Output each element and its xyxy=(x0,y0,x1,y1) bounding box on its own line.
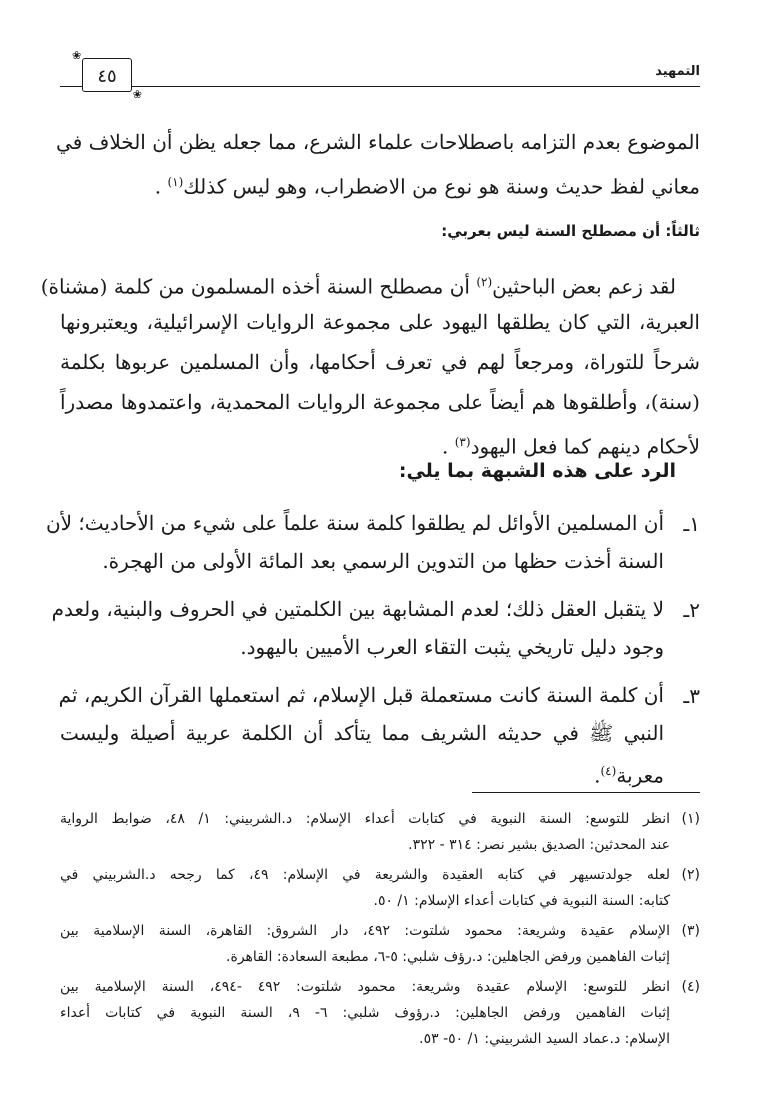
footnote-number: (٣) xyxy=(681,923,700,939)
footnote xyxy=(60,918,700,970)
list-item xyxy=(60,676,700,790)
footnote-ref: (٤) xyxy=(600,764,617,778)
floral-ornament-icon: ❀ xyxy=(72,49,82,62)
footnote xyxy=(60,806,700,858)
list-item xyxy=(45,504,700,584)
footnote xyxy=(60,974,700,1052)
footnote-line: كتابه: السنة النبوية في كتابات أعداء الإسلام: ١/ ٥٠. xyxy=(373,893,670,909)
text-line: النبي ﷺ في حديثه الشريف مما يتأكد أن الكلمة عربية أصيلة وليست xyxy=(60,721,664,745)
footnote-line: لعله جولدتسيهر في كتابه العقيدة والشريعة في الإسلام: ٤٩، كما رجحه د.الشربيني في xyxy=(60,867,671,883)
running-header-title: التمهيد xyxy=(655,64,700,79)
text-line: الموضوع بعدم التزامه باصطلاحات علماء الشرع، مما جعله يظن أن الخلاف في xyxy=(56,130,700,154)
text-line: أن المسلمين الأوائل لم يطلقوا كلمة سنة علماً على شيء من الأحاديث؛ لأن xyxy=(45,511,664,535)
text-line: أن كلمة السنة كانت مستعملة قبل الإسلام، ثم استعملها القرآن الكريم، ثم xyxy=(58,683,664,707)
item-number: ٣ـ xyxy=(683,684,700,708)
footnote-line: الإسلام: د.عماد السيد الشربيني: ١/ ٥٠- ٥٣. xyxy=(419,1031,670,1047)
reply-heading: الرد على هذه الشبهة بما يلي: xyxy=(398,460,676,482)
header-rule xyxy=(60,86,700,87)
text-line: معاني لفظ حديث وسنة هو نوع من الاضطراب، وهو ليس كذلك$^{(١)}$ . xyxy=(154,174,700,199)
footnote-line: إثبات الفاهمين ورفض الجاهلين: د.رؤف شلبي: ٥-٦، مطبعة السعادة: القاهرة. xyxy=(226,949,670,965)
text-line: وجود دليل تاريخي يثبت التقاء العرب الأميين باليهود. xyxy=(240,635,664,659)
footnote-ref: (١) xyxy=(167,175,184,189)
footnote-ref: (٣) xyxy=(454,435,471,449)
footnote-number: (١) xyxy=(681,811,700,827)
footnote-line: إثبات الفاهمين ورفض الجاهلين: د.رؤوف شلبي: ٦- ٩، السنة النبوية في كتابات أعداء xyxy=(60,1005,670,1021)
footnote-separator xyxy=(472,792,700,793)
text-line: لا يتقبل العقل ذلك؛ لعدم المشابهة بين الكلمتين في الحروف والبنية، ولعدم xyxy=(51,597,664,621)
floral-ornament-icon: ❀ xyxy=(132,88,142,101)
intro-paragraph xyxy=(56,122,700,202)
item-number: ١ـ xyxy=(683,512,700,536)
text-line: معربة$^{(٤)}$. xyxy=(594,763,664,788)
footnote-number: (٢) xyxy=(681,867,700,883)
footnote-number: (٤) xyxy=(681,979,700,995)
footnote-line: انظر للتوسع: السنة النبوية في كتابات أعداء الإسلام: د.الشربيني: ١/ ٤٨، ضوابط الرواية xyxy=(60,811,671,827)
claim-paragraph xyxy=(40,262,700,462)
text-line: لقد زعم بعض الباحثين$^{(٢)}$ أن مصطلح السنة أخذه المسلمون من كلمة (مشناة) xyxy=(40,274,676,299)
text-line: شرحاً للتوراة، ومرجعاً لهم في تعرف أحكامها، وأن المسلمين عربوها بكلمة xyxy=(60,350,700,374)
footnote-line: انظر للتوسع: الإسلام عقيدة وشريعة: محمود شلتوت: ٤٩٢ -٤٩٤، السنة الإسلامية بين xyxy=(60,979,670,995)
footnote-ref: (٢) xyxy=(476,275,493,289)
footnote xyxy=(60,862,700,914)
page-number: ٤٥ xyxy=(97,66,117,87)
list-item xyxy=(51,590,700,670)
page-number-frame xyxy=(72,49,142,101)
footnote-line: الإسلام عقيدة وشريعة: محمود شلتوت: ٤٩٢، دار الشروق: القاهرة، السنة الإسلامية بين xyxy=(60,923,670,939)
item-number: ٢ـ xyxy=(683,598,700,622)
section-heading: ثالثاً: أن مصطلح السنة ليس بعربي: xyxy=(441,222,700,240)
text-line: (سنة)، وأطلقوها هم أيضاً على مجموعة الروايات المحمدية، واعتمدوها مصدراً xyxy=(60,390,700,414)
text-line: العبرية، التي كان يطلقها اليهود على مجموعة الروايات الإسرائيلية، ويعتبرونها xyxy=(60,310,700,334)
footnote-line: عند المحدثين: الصديق بشير نصر: ٣١٤ - ٣٢٢. xyxy=(408,837,670,853)
text-line: السنة أخذت حظها من التدوين الرسمي بعد المائة الأولى من الهجرة. xyxy=(102,549,664,573)
text-line: لأحكام دينهم كما فعل اليهود$^{(٣)}$ . xyxy=(442,434,700,459)
